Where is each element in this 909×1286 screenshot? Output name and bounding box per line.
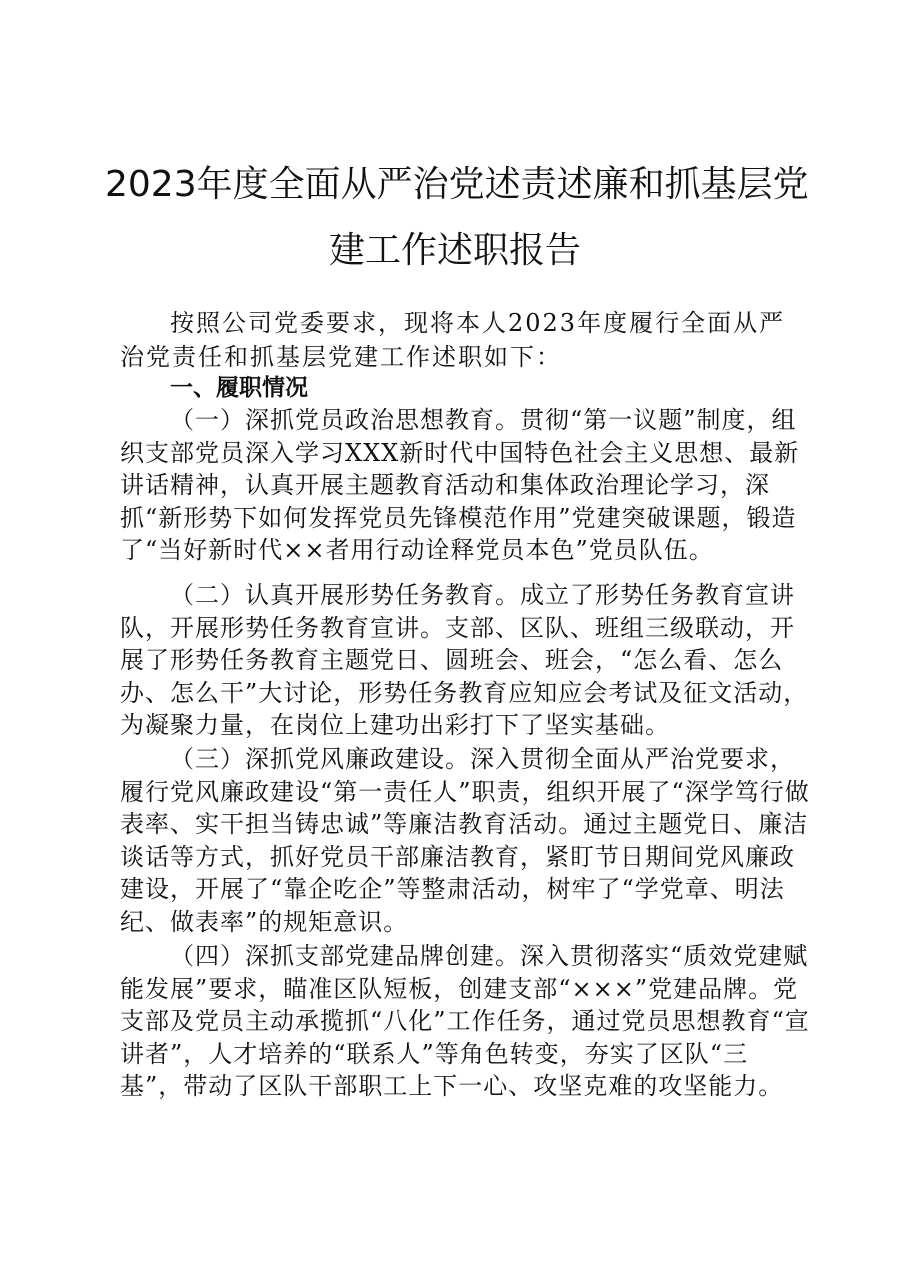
- paragraph-integrity-building: （三）深抓党风廉政建设。深入贯彻全面从严治党要求，履行党风廉政建设“第一责任人”职责，组织开展了“深学笃行做表率、实干担当铸忠诚”等廉洁教育活动。通过主题党日、廉洁谈话等方式，抓好党员干部廉洁教育，紧盯节日期间党风廉政建设，开展了“靠企吃企”等整肃活动，树牢了“学党章、明法纪、做表率”的规矩意识。: [120, 745, 810, 936]
- paragraph-branch-brand: （四）深抓支部党建品牌创建。深入贯彻落实“质效党建赋能发展”要求，瞄准区队短板，创建支部“×××”党建品牌。党支部及党员主动承揽抓“八化”工作任务，通过党员思想教育“宣讲者”，人才培养的“联系人”等角色转变，夯实了区队“三基”，带动了区队干部职工上下一心、攻坚克难的攻坚能力。: [120, 942, 810, 1100]
- document-title-line-1: 2023年度全面从严治党述责述廉和抓基层党: [105, 164, 809, 205]
- paragraph-political-education: （一）深抓党员政治思想教育。贯彻“第一议题”制度，组织支部党员深入学习XXX新时代中国特色社会主义思想、最新讲话精神，认真开展主题教育活动和集体政治理论学习，深抓“新形势下如何发挥党员先锋模范作用”党建突破课题，锻造了“当好新时代××者用行动诠释党员本色”党员队伍。: [120, 406, 800, 564]
- paragraph-situation-education: （二）认真开展形势任务教育。成立了形势任务教育宣讲队，开展形势任务教育宣讲。支部、区队、班组三级联动，开展了形势任务教育主题党日、圆班会、班会，“怎么看、怎么办、怎么干”大讨论，形势任务教育应知应会考试及征文活动，为凝聚力量，在岗位上建功出彩打下了坚实基础。: [120, 581, 809, 739]
- document-title-line-2: 建工作述职报告: [328, 230, 581, 271]
- section-heading-performance: 一、履职情况: [170, 375, 308, 401]
- intro-paragraph: 按照公司党委要求，现将本人2023年度履行全面从严治党责任和抓基层党建工作述职如下：: [120, 309, 786, 371]
